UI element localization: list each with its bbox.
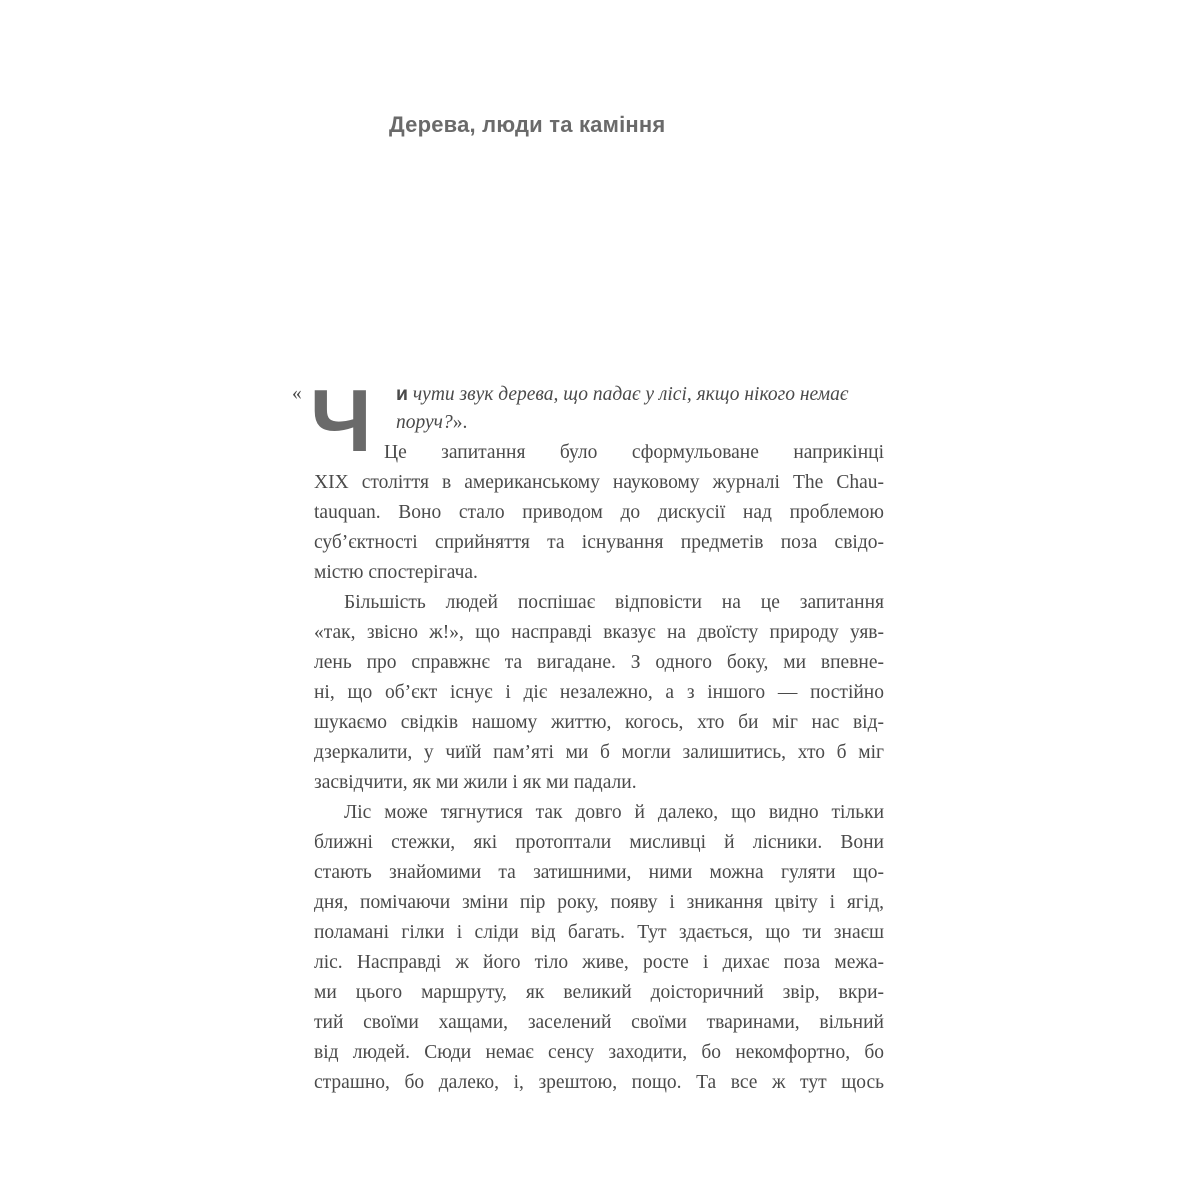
- opening-question-part-2: поруч?: [396, 412, 453, 433]
- opening-quote-mark: «: [292, 383, 302, 404]
- text-line: шукаємо свідків нашому життю, когось, хто би міг нас від-: [314, 712, 884, 733]
- text-line: ні, що об’єкт існує і діє незалежно, а з іншого — постійно: [314, 682, 884, 703]
- text-line: містю спостерігача.: [314, 562, 478, 583]
- text-line: тий своїми хащами, заселений своїми тваринами, вільний: [314, 1012, 884, 1033]
- text-line: поламані гілки і сліди від багать. Тут здається, що ти знаєш: [314, 922, 884, 943]
- text-line: ми цього маршруту, як великий доісторичний звір, вкри-: [314, 982, 884, 1003]
- text-line-opening-1: [396, 380, 884, 408]
- text-line: дзеркалити, у чиїй пам’яті ми б могли залишитись, хто б міг: [314, 742, 884, 763]
- drop-cap-continuation: и: [396, 383, 408, 405]
- text-line: дня, помічаючи зміни пір року, появу і зникання цвіту і ягід,: [314, 892, 884, 913]
- text-line: tauquan. Воно стало приводом до дискусії над проблемою: [314, 502, 884, 523]
- text-line: страшно, бо далеко, і, зрештою, пощо. Та все ж тут щось: [314, 1072, 884, 1093]
- text-line: ліс. Наспрaвді ж його тіло живе, росте і дихає поза межа-: [314, 952, 884, 973]
- text-line: Це запитання було сформульоване наприкінці: [384, 442, 884, 463]
- opening-question-part-1: чути звук дерева, що падає у лісі, якщо нікого немає: [408, 384, 849, 405]
- text-line: ближні стежки, які протоптали мисливці й лісники. Вони: [314, 832, 884, 853]
- text-line: стають знайомими та затишними, ними можна гуляти що-: [314, 862, 884, 883]
- text-line: Ліс може тягнутися так довго й далеко, що видно тільки: [344, 802, 884, 823]
- opening-question-close: ».: [452, 412, 468, 433]
- text-line: XIX століття в американському науковому журналі The Chau-: [314, 472, 884, 493]
- text-line: «так, звісно ж!», що насправді вказує на двоїсту природу уяв-: [314, 622, 884, 643]
- drop-cap: Ч: [310, 371, 372, 470]
- chapter-title: Дерева, люди та каміння: [389, 112, 666, 137]
- text-line: суб’єктності сприйняття та існування предметів поза свідо-: [314, 532, 884, 553]
- text-line: від людей. Сюди немає сенсу заходити, бо некомфортно, бо: [314, 1042, 884, 1063]
- text-line-opening-2: [396, 409, 467, 437]
- text-line: засвідчити, як ми жили і як ми падали.: [314, 772, 637, 793]
- text-line: лень про справжнє та вигадане. З одного боку, ми впевне-: [314, 652, 884, 673]
- text-line: Більшість людей поспішає відповісти на це запитання: [344, 592, 884, 613]
